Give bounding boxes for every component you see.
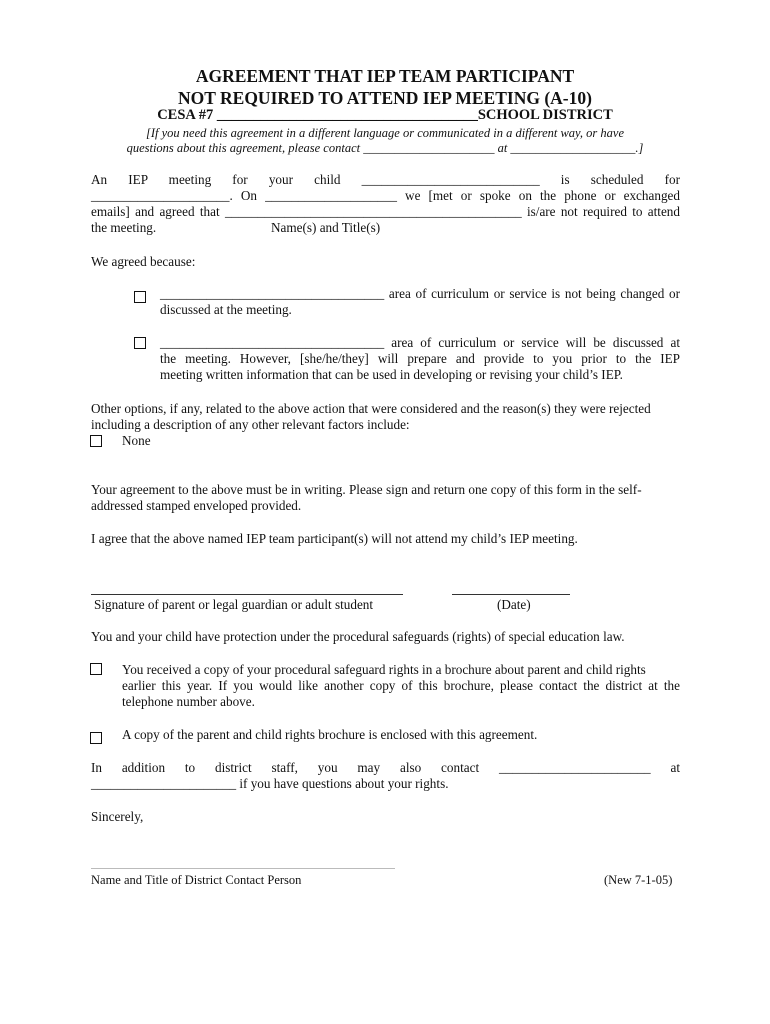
brochure-enclosed-label: A copy of the parent and child rights brochure is enclosed with this agreement. bbox=[122, 727, 538, 742]
contact-person-label: Name and Title of District Contact Person bbox=[91, 873, 302, 887]
form-title-line2: NOT REQUIRED TO ATTEND IEP MEETING (A-10) bbox=[178, 88, 592, 108]
reason-not-changed-line1: __________________________________ area of curriculum or service is not being changed or bbox=[160, 286, 680, 301]
reason-written-info-line3: meeting written information that can be used in developing or revising your child’s IEP. bbox=[160, 367, 623, 382]
none-checkbox[interactable] bbox=[90, 435, 102, 447]
reasons-heading: We agreed because: bbox=[91, 254, 196, 269]
sincerely: Sincerely, bbox=[91, 809, 144, 824]
reason-not-changed-line2: discussed at the meeting. bbox=[160, 302, 292, 317]
revision-date: (New 7-1-05) bbox=[604, 873, 673, 887]
date-line[interactable] bbox=[452, 594, 570, 595]
other-options-line2: including a description of any other relevant factors include: bbox=[91, 417, 410, 432]
safeguards-received-line2: earlier this year. If you would like another copy of this brochure, please contact the district at the bbox=[122, 678, 680, 693]
none-label: None bbox=[122, 433, 151, 448]
brochure-enclosed-checkbox[interactable] bbox=[90, 732, 102, 744]
district-contact-signature-line[interactable] bbox=[91, 868, 395, 869]
cesa-district-line: CESA #7 ____________________________________SCHOOL DISTRICT bbox=[157, 107, 613, 123]
intro-line3: emails] and agreed that _____________________________________________ is/are not required to attend bbox=[91, 204, 680, 219]
reason-written-info-checkbox[interactable] bbox=[134, 337, 146, 349]
safeguards-received-checkbox[interactable] bbox=[90, 663, 102, 675]
signature-line[interactable] bbox=[91, 594, 403, 595]
agreement-line1: Your agreement to the above must be in writing. Please sign and return one copy of this form in the self- bbox=[91, 482, 642, 497]
signature-label: Signature of parent or legal guardian or adult student bbox=[94, 597, 374, 612]
date-label: (Date) bbox=[497, 597, 531, 612]
intro-line2: _____________________. On ____________________ we [met or spoke on the phone or exchanged bbox=[91, 188, 680, 203]
reason-written-info-line2: the meeting. However, [she/he/they] will prepare and provide to you prior to the IEP bbox=[160, 351, 680, 366]
contact-line2: ______________________ if you have questions about your rights. bbox=[91, 776, 449, 791]
names-titles-caption: Name(s) and Title(s) bbox=[271, 220, 381, 235]
instruction-line1: [If you need this agreement in a different language or communicated in a different way, or have bbox=[145, 126, 625, 140]
form-title-line1: AGREEMENT THAT IEP TEAM PARTICIPANT bbox=[195, 66, 575, 86]
safeguards-intro: You and your child have protection under the procedural safeguards (rights) of special education law. bbox=[91, 629, 625, 644]
consent-statement: I agree that the above named IEP team participant(s) will not attend my child’s IEP meeting. bbox=[91, 531, 578, 546]
safeguards-received-line3: telephone number above. bbox=[122, 694, 255, 709]
agreement-line2: addressed stamped enveloped provided. bbox=[91, 498, 302, 513]
reason-written-info-line1: __________________________________ area of curriculum or service will be discussed at bbox=[160, 335, 680, 350]
intro-line1: An IEP meeting for your child ___________________________ is scheduled for bbox=[91, 172, 680, 187]
safeguards-received-line1: You received a copy of your procedural safeguard rights in a brochure about parent and child rights bbox=[122, 662, 646, 677]
instruction-line2: questions about this agreement, please contact _____________________ at ____________________.] bbox=[126, 141, 644, 155]
other-options-line1: Other options, if any, related to the above action that were considered and the reason(s) they were rejected bbox=[91, 401, 651, 416]
contact-line1: In addition to district staff, you may also contact _______________________ at bbox=[91, 760, 680, 775]
reason-not-changed-checkbox[interactable] bbox=[134, 291, 146, 303]
intro-line4: the meeting. bbox=[91, 220, 157, 235]
